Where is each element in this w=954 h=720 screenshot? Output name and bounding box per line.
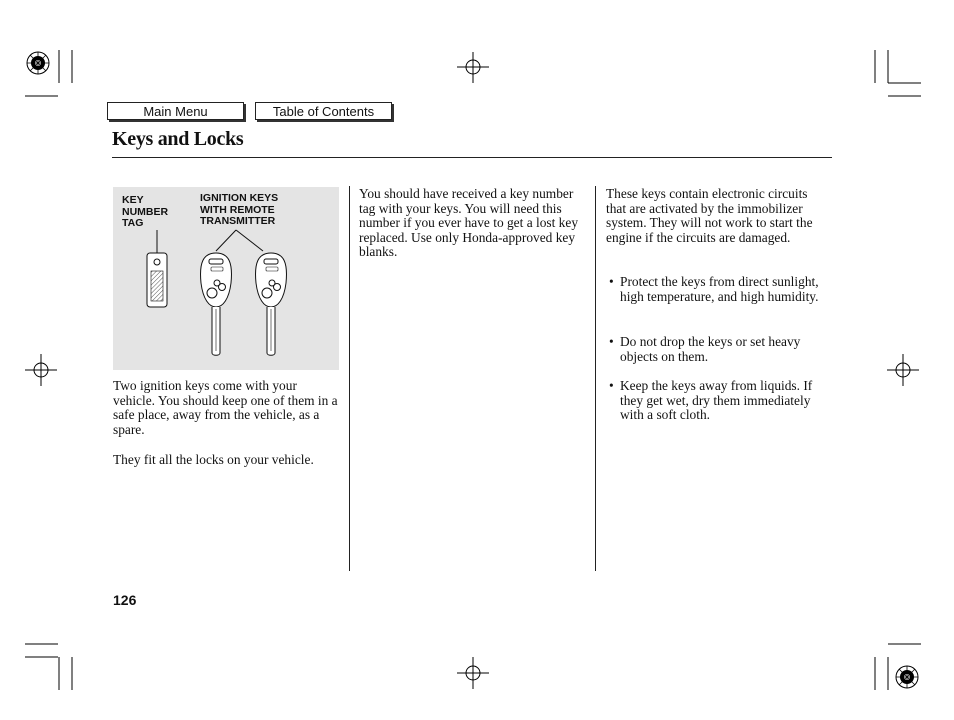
list-item: • Do not drop the keys or set heavy objects on them.: [609, 334, 801, 364]
ignition-keys-label: IGNITION KEYS WITH REMOTE TRANSMITTER: [200, 192, 279, 227]
immobilizer-paragraph: These keys contain electronic circuits that are activated by the immobilizer system. They will not work to start the engine if the circuits are damaged.: [606, 186, 813, 245]
bullet-icon: •: [609, 274, 614, 289]
key-tag-icon: [147, 253, 167, 307]
list-item: • Keep the keys away from liquids. If they get wet, dry them immediately with a soft cloth.: [609, 378, 813, 423]
column-divider: [349, 186, 350, 571]
column-divider: [595, 186, 596, 571]
page-number: 126: [113, 592, 137, 608]
keys-illustration: [113, 187, 339, 370]
list-item: • Protect the keys from direct sunlight, high temperature, and high humidity.: [609, 274, 819, 304]
title-rule: [112, 157, 832, 158]
keys-drawing: [113, 187, 339, 370]
key-number-tag-label: KEY NUMBER TAG: [122, 194, 169, 229]
ignition-key-icon: [201, 253, 232, 355]
key-number-paragraph: You should have received a key number tag with your keys. You will need this number if you ever have to get a lost key replaced. Use only Honda-approved key blanks.: [359, 186, 579, 260]
table-of-contents-button[interactable]: Table of Contents: [255, 102, 392, 120]
bullet-icon: •: [609, 378, 614, 393]
page-title: Keys and Locks: [112, 128, 244, 150]
locks-paragraph: They fit all the locks on your vehicle.: [113, 452, 314, 467]
intro-paragraph: Two ignition keys come with your vehicle. You should keep one of them in a safe place, away from the vehicle, as a spare.: [113, 378, 338, 437]
bullet-icon: •: [609, 334, 614, 349]
registration-target-icon: [896, 666, 918, 688]
ignition-key-icon: [256, 253, 287, 355]
main-menu-button[interactable]: Main Menu: [107, 102, 244, 120]
registration-target-icon: [27, 52, 49, 74]
